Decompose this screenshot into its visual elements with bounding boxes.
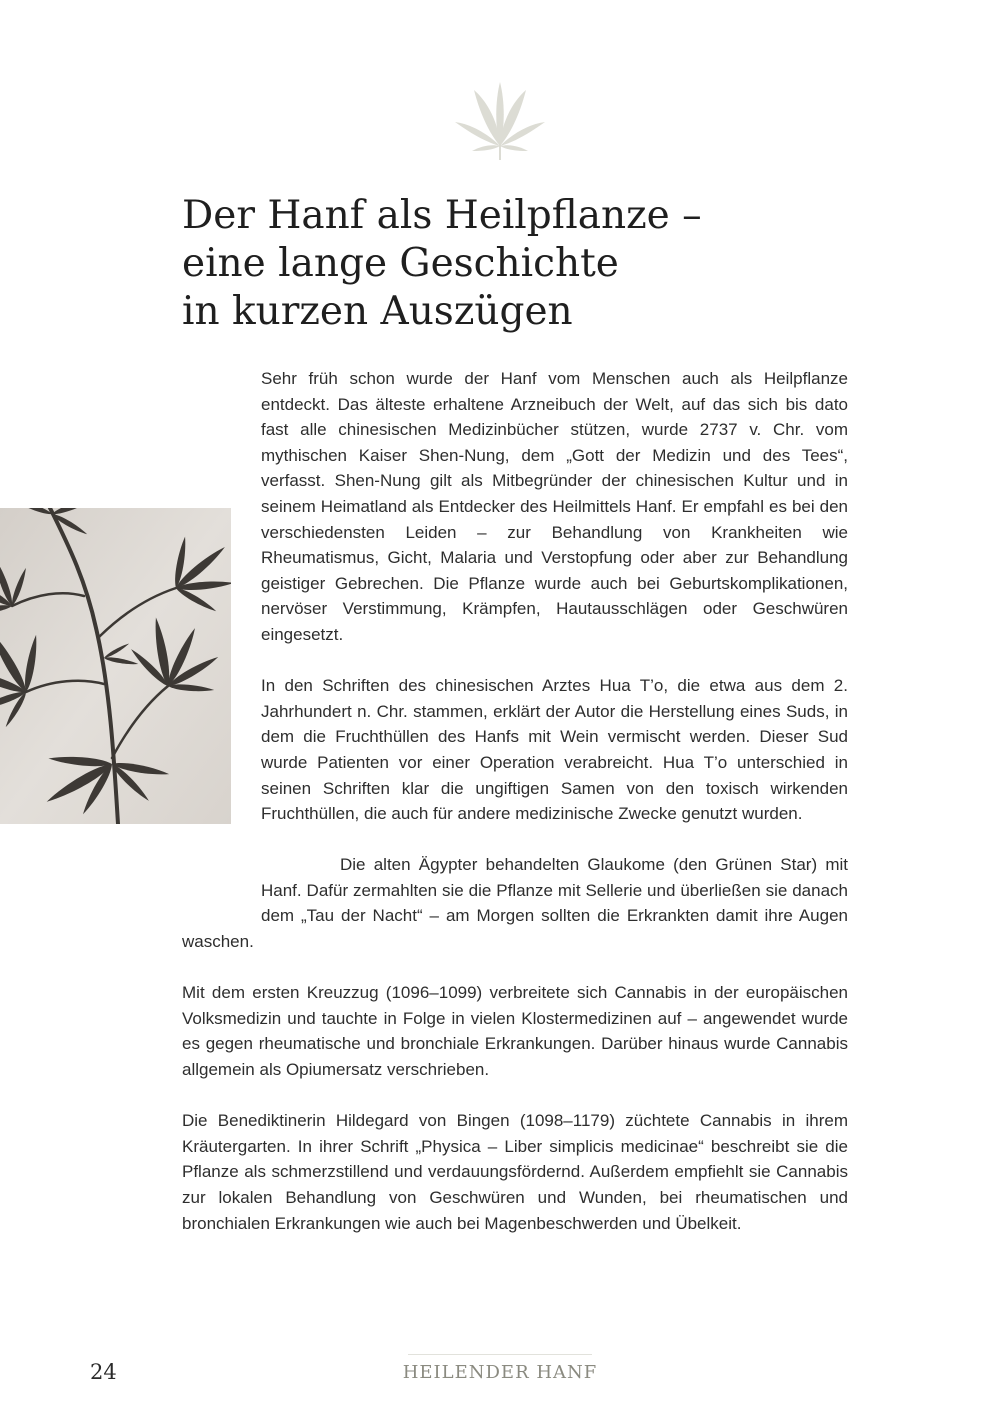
cannabis-leaf-icon (455, 80, 545, 162)
page-title (182, 192, 882, 336)
paragraph-shen-nung: Sehr früh schon wurde der Hanf vom Menschen auch als Heilpflanze entdeckt. Das älteste erhaltene Arzneibuch der Welt, auf das sich bis dato fast alle chinesischen Medizinbücher stützen, wurde 2737 v. Chr. vom mythischen Kaiser Shen-Nung, dem „Gott der Medizin und des Tees“, verfasst. Shen-Nung gilt als Mitbegründer der chinesischen Kultur und in seinem Heimatland als Entdecker des Heilmittels Hanf. Er empfahl es bei den verschiedensten Leiden – zur Behandlung von Krankheiten wie Rheumatismus, Gicht, Malaria und Verstopfung oder aber zur Behandlung geistiger Gebrechen. Die Pflanze wurde auch bei Geburtskomplikationen, nervöser Verstimmung, Krämpfen, Hautausschlägen oder Geschwüren eingesetzt. (261, 369, 848, 644)
paragraph-crusade: Mit dem ersten Kreuzzug (1096–1099) verbreitete sich Cannabis in der europäischen Volksmedizin und tauchte in Folge in vielen Klostermedizinen auf – angewendet wurde es gegen rheumatische und bronchiale Erkrankungen. Darüber hinaus wurde Cannabis allgemein als Opiumersatz verschrieben. (182, 983, 848, 1080)
paragraph-hildegard: Die Benediktinerin Hildegard von Bingen (1098–1179) züchtete Cannabis in ihrem Kräutergarten. In ihrer Schrift „Physica – Liber simplicis medicinae“ beschreibt sie die Pflanze als schmerzstillend und verdauungsfördernd. Außerdem empfiehlt sie Cannabis zur lokalen Behandlung von Geschwüren und Wunden, bei rheumatischen und bronchialen Erkrankungen wie auch bei Magenbeschwerden und Übelkeit. (182, 1111, 848, 1233)
cannabis-plant-illustration (0, 508, 231, 824)
title-line-1: Der Hanf als Heilpflanze – (182, 193, 702, 238)
article-body (182, 366, 848, 1262)
running-title: HEILENDER HANF (402, 1362, 598, 1383)
paragraph-hua-to: In den Schriften des chinesischen Arztes Hua T’o, die etwa aus dem 2. Jahrhundert n. Chr. stammen, erklärt der Autor die Herstellung eines Suds, in dem die Fruchthüllen des Hanfs mit Wein vermischt werden. Dieser Sud wurde Patienten vor einer Operation verabreicht. Hua T’o unterschied in seinen Schriften klar die ungiftigen Samen von den toxisch wirkenden Fruchthüllen, die auch für andere medizinische Zwecke genutzt wurden. (261, 676, 848, 824)
page-number: 24 (90, 1360, 117, 1384)
title-line-3: in kurzen Auszügen (182, 289, 573, 334)
footer-divider (408, 1354, 592, 1355)
title-line-2: eine lange Geschichte (182, 241, 619, 286)
paragraph-egypt: Die alten Ägypter behandelten Glaukome (den Grünen Star) mit Hanf. Dafür zermahlten sie die Pflanze mit Sellerie und überließen sie danach dem „Tau der Nacht“ – am Morgen sollten die Erkrankten damit ihre Augen waschen. (182, 855, 848, 952)
